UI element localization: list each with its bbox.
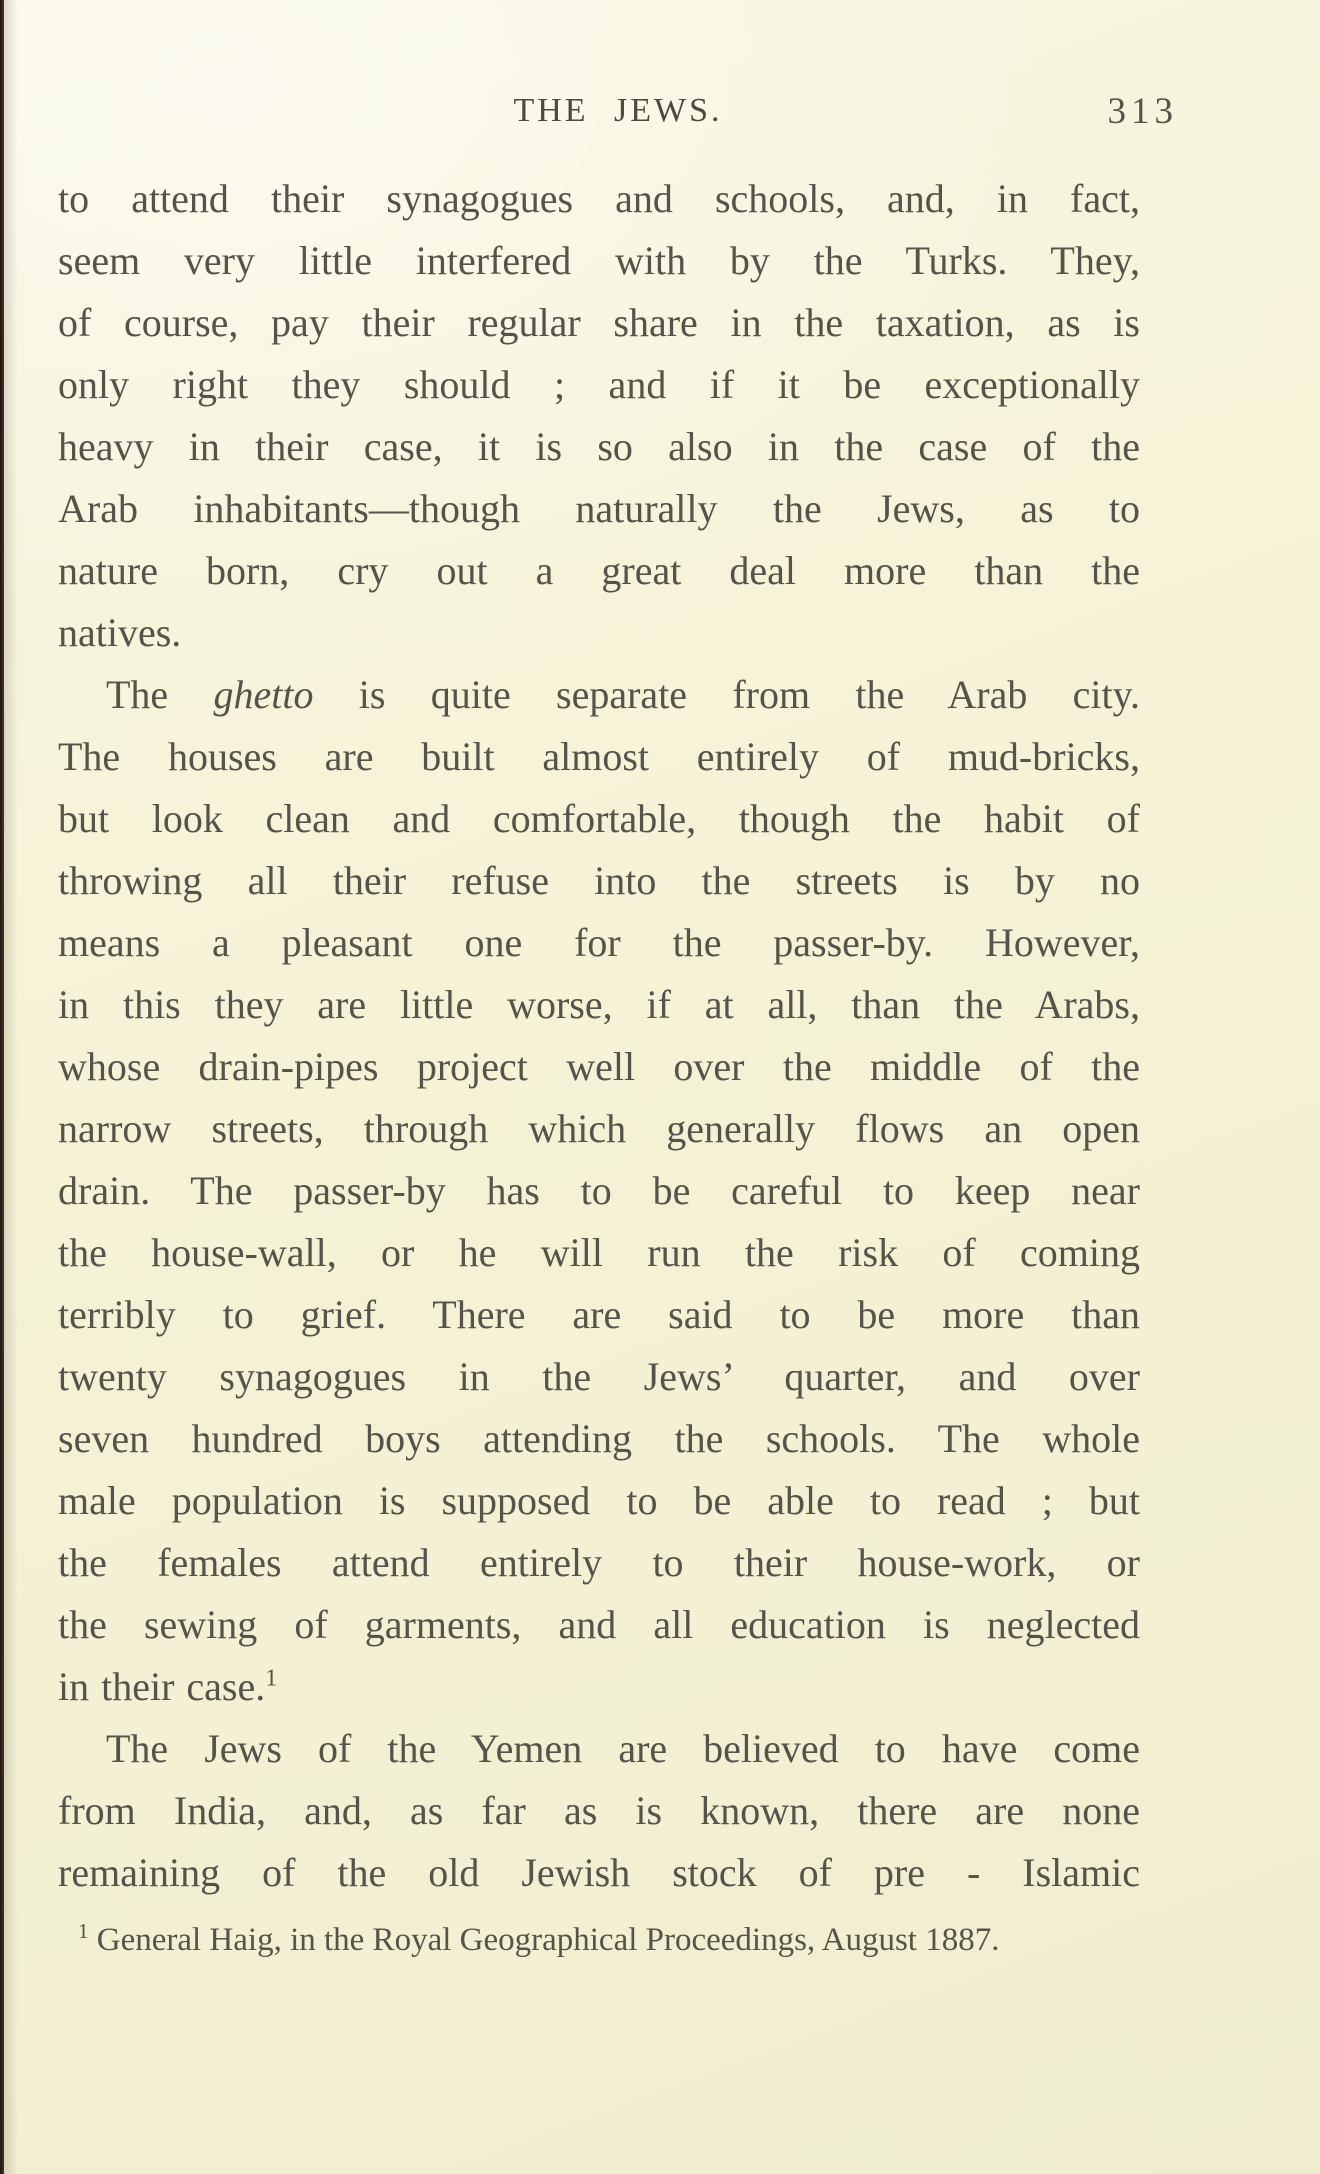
text-line: seem very little interfered with by the Turks. They, (58, 238, 1140, 283)
text-line: whose drain-pipes project well over the middle of the (58, 1044, 1140, 1089)
text-line (58, 664, 1140, 726)
footnote-reference: 1 (265, 1665, 278, 1692)
footnote (78, 1918, 1140, 1962)
text-line: The Jews of the Yemen are believed to have come (106, 1726, 1140, 1771)
running-title: THE JEWS. (513, 92, 723, 129)
text-line: of course, pay their regular share in the taxation, as is (58, 300, 1140, 345)
text-line: to attend their synagogues and schools, and, in fact, (58, 176, 1140, 221)
italic-word: ghetto (213, 672, 314, 717)
text-line: but look clean and comfortable, though the habit of (58, 796, 1140, 841)
gutter-shadow (4, 0, 18, 2174)
text-line: narrow streets, through which generally flows an open (58, 1106, 1140, 1151)
footnote-marker: 1 (78, 1919, 89, 1943)
text-line: only right they should ; and if it be exceptionally (58, 362, 1140, 407)
page-header (58, 92, 1178, 140)
text-line: Arab inhabitants—though naturally the Jews, as to (58, 486, 1140, 531)
text-fragment: in their case. (58, 1664, 266, 1709)
text-line: drain. The passer-by has to be careful to keep near (58, 1168, 1140, 1213)
text-fragment: is quite separate from the Arab city. (313, 672, 1141, 717)
text-line: the sewing of garments, and all education is neglected (58, 1602, 1140, 1647)
text-fragment: The (106, 672, 214, 717)
text-line: from India, and, as far as is known, there are none (58, 1788, 1140, 1833)
footnote-text: General Haig, in the Royal Geographical Proceedings, August 1887. (88, 1922, 1000, 1958)
text-line: heavy in their case, it is so also in the case of the (58, 424, 1140, 469)
text-line: twenty synagogues in the Jews’ quarter, and over (58, 1354, 1140, 1399)
text-line: terribly to grief. There are said to be more than (58, 1292, 1140, 1337)
page-number: 313 (1107, 91, 1178, 132)
text-line: male population is supposed to be able to read ; but (58, 1478, 1140, 1523)
text-line: means a pleasant one for the passer-by. However, (58, 920, 1140, 965)
text-line: remaining of the old Jewish stock of pre - Islamic (58, 1850, 1140, 1895)
text-line: natives. (58, 610, 182, 655)
text-line: throwing all their refuse into the streets is by no (58, 858, 1140, 903)
page-body (58, 168, 1140, 1904)
book-gutter-edge (0, 0, 4, 2174)
text-line: The houses are built almost entirely of mud-bricks, (58, 734, 1140, 779)
text-line (58, 1656, 1140, 1718)
text-line: seven hundred boys attending the schools. The whole (58, 1416, 1140, 1461)
text-line: nature born, cry out a great deal more than the (58, 548, 1140, 593)
text-line: in this they are little worse, if at all, than the Arabs, (58, 982, 1140, 1027)
text-line: the females attend entirely to their house-work, or (58, 1540, 1140, 1585)
text-line: the house-wall, or he will run the risk of coming (58, 1230, 1140, 1275)
